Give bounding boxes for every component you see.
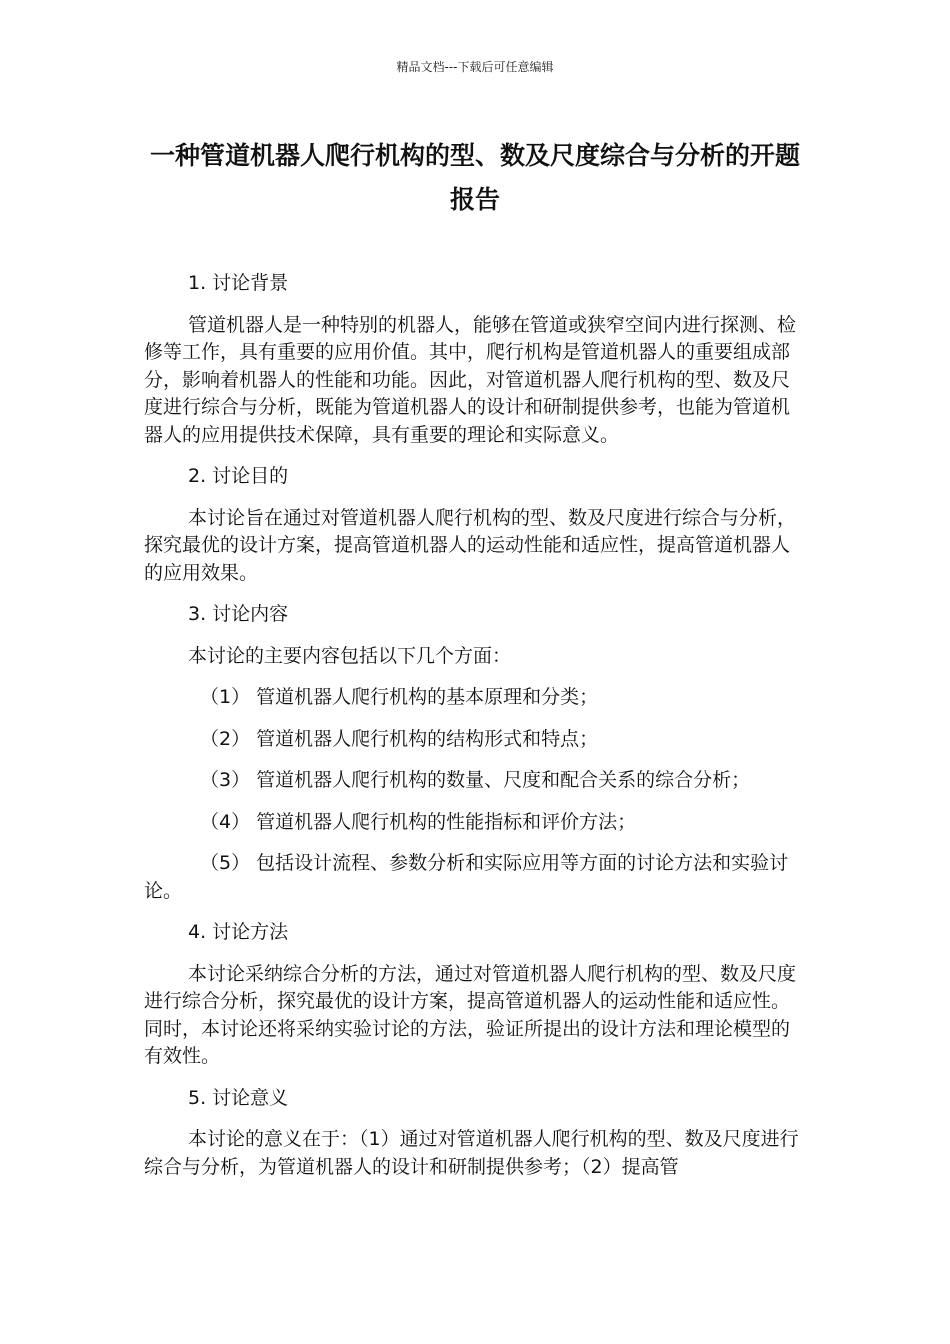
document-body	[144, 270, 806, 1195]
document-title: 一种管道机器人爬行机构的型、数及尺度综合与分析的开题报告	[149, 141, 800, 214]
purpose-paragraph: 本讨论旨在通过对管道机器人爬行机构的型、数及尺度进行综合与分析，探究最优的设计方案，提高管道机器人的运动性能和适应性，提高管道机器人的应用效果。	[144, 506, 797, 584]
header-note: 精品文档---下载后可任意编辑	[396, 60, 554, 74]
method-paragraph: 本讨论采纳综合分析的方法，通过对管道机器人爬行机构的型、数及尺度进行综合分析，探究最优的设计方案，提高管道机器人的运动性能和适应性。同时，本讨论还将采纳实验讨论的方法，验证所提出的设计方法和理论模型的有效性。	[144, 962, 797, 1067]
section-heading-purpose: 2. 讨论目的	[188, 465, 289, 487]
content-intro: 本讨论的主要内容包括以下几个方面：	[188, 644, 512, 667]
list-item: （3） 管道机器人爬行机构的数量、尺度和配合关系的综合分析；	[200, 769, 751, 791]
significance-paragraph: 本讨论的意义在于：（1）通过对管道机器人爬行机构的型、数及尺度进行综合与分析，为管道机器人的设计和研制提供参考；（2）提高管	[144, 1128, 799, 1178]
section-heading-significance: 5. 讨论意义	[188, 1086, 289, 1109]
section-heading-method: 4. 讨论方法	[188, 921, 289, 943]
section-heading-background: 1. 讨论背景	[188, 272, 289, 294]
background-paragraph: 管道机器人是一种特别的机器人，能够在管道或狭窄空间内进行探测、检修等工作，具有重要的应用价值。其中，爬行机构是管道机器人的重要组成部分，影响着机器人的性能和功能。因此，对管道机器人爬行机构的型、数及尺度进行综合与分析，既能为管道机器人的设计和研制提供参考，也能为管道机器人的应用提供技术保障，具有重要的理论和实际意义。	[144, 313, 797, 446]
list-item: （2） 管道机器人爬行机构的结构形式和特点；	[200, 727, 599, 750]
list-item: （1） 管道机器人爬行机构的基本原理和分类；	[200, 686, 599, 708]
list-item: （4） 管道机器人爬行机构的性能指标和评价方法；	[200, 810, 637, 833]
list-item: （5） 包括设计流程、参数分析和实际应用等方面的讨论方法和实验讨论。	[144, 852, 789, 902]
section-heading-content: 3. 讨论内容	[188, 603, 289, 625]
